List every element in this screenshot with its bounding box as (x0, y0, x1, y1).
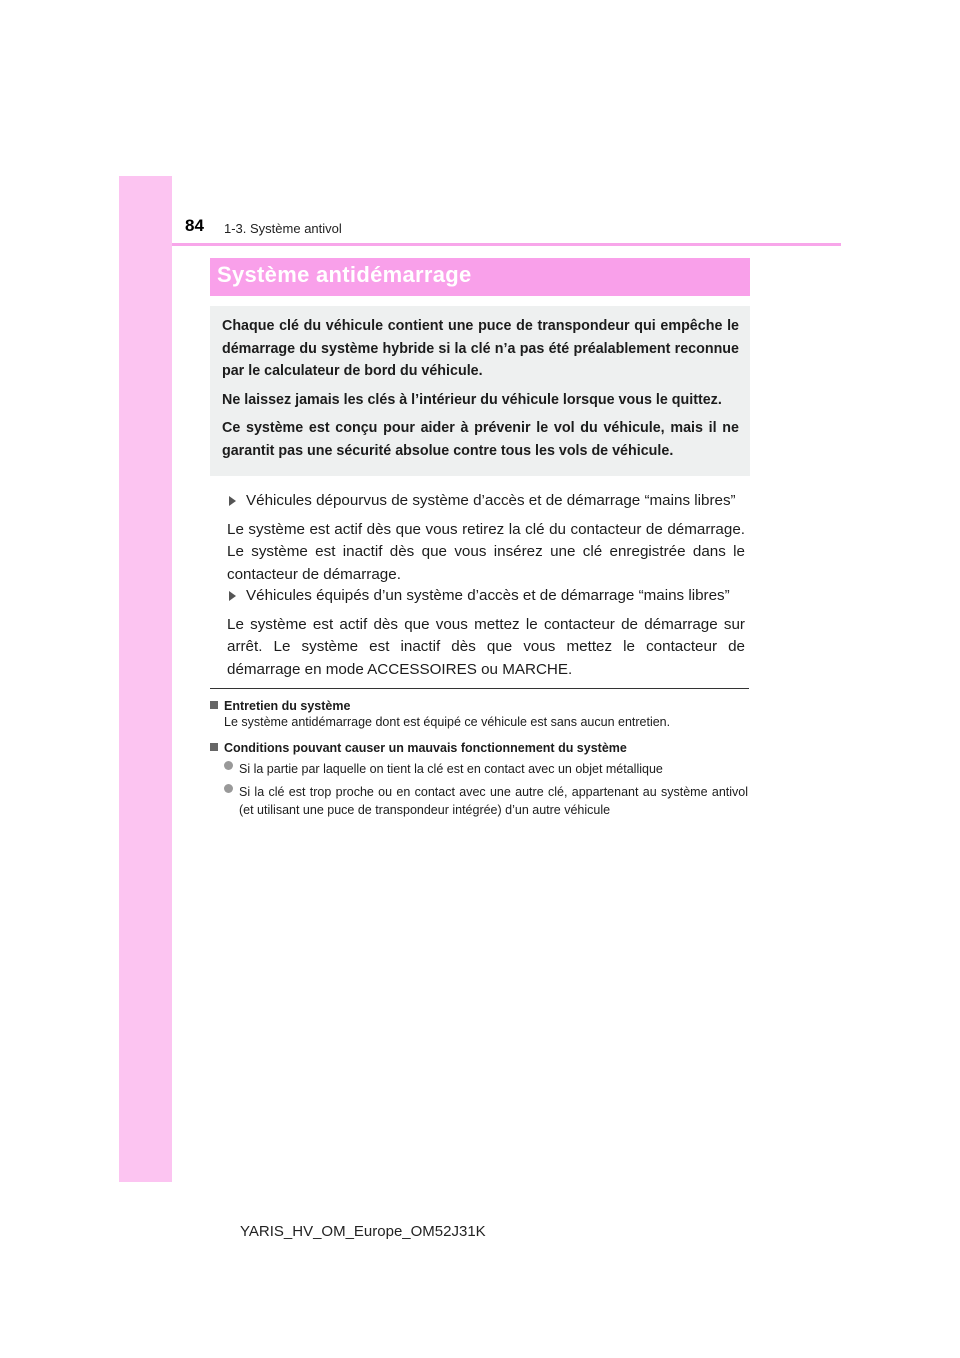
summary-paragraph: Ce système est conçu pour aider à prévenir le vol du véhicule, mais il ne garantit pas une sécurité absolue contre tous les vols de véhicule. (222, 420, 739, 459)
note-heading-text: Entretien du système (224, 699, 351, 713)
subsection-body: Le système est actif dès que vous retirez la clé du contacteur de démarrage. Le système est inactif dès que vous insérez une clé enregistrée dans le contacteur de démarrage. (227, 520, 745, 583)
note-heading-text: Conditions pouvant causer un mauvais fonctionnement du système (224, 741, 627, 755)
triangle-bullet-icon (229, 591, 236, 601)
section-label: 1-3. Système antivol (224, 221, 342, 236)
notes-divider (210, 688, 749, 689)
subsection-heading (227, 490, 745, 513)
summary-box (210, 306, 750, 476)
section-keyless-absent (227, 490, 745, 586)
square-bullet-icon (210, 743, 218, 751)
summary-paragraph: Chaque clé du véhicule contient une puce de transpondeur qui empêche le démarrage du système hybride si la clé n’a pas été préalablement reconnue par le calculateur de bord du véhicule. (222, 318, 739, 379)
subsection-heading-text: Véhicules équipés d’un système d’accès et de démarrage “mains libres” (246, 587, 730, 604)
note-maintenance (210, 699, 750, 731)
note-heading (210, 699, 750, 713)
subsection-heading-text: Véhicules dépourvus de système d’accès et de démarrage “mains libres” (246, 492, 736, 509)
side-tab-bar (119, 176, 172, 1182)
list-item (224, 783, 748, 819)
section-keyless-present (227, 585, 745, 681)
note-heading (210, 741, 750, 755)
page-number: 84 (185, 216, 204, 235)
circle-bullet-icon (224, 784, 233, 793)
circle-bullet-icon (224, 761, 233, 770)
list-item (224, 760, 750, 778)
square-bullet-icon (210, 701, 218, 709)
subsection-body: Le système est actif dès que vous mettez le contacteur de démarrage sur arrêt. Le système est inactif dès que vous mettez le contacteur de démarrage en mode ACCESSOIRES ou MARCHE. (227, 615, 745, 678)
document-footer: YARIS_HV_OM_Europe_OM52J31K (240, 1223, 486, 1240)
list-item-text: Si la partie par laquelle on tient la clé est en contact avec un objet métallique (239, 762, 663, 776)
note-body: Le système antidémarrage dont est équipé ce véhicule est sans aucun entretien. (224, 715, 671, 729)
summary-paragraph: Ne laissez jamais les clés à l’intérieur du véhicule lorsque vous le quittez. (222, 391, 722, 408)
subsection-heading (227, 585, 745, 608)
list-item-text: Si la clé est trop proche ou en contact avec une autre clé, appartenant au système antivol (et utilisant une puce de transpondeur intégrée) d’un autre véhicule (239, 785, 748, 817)
page-title: Système antidémarrage (217, 262, 472, 287)
header-rule (172, 243, 841, 246)
note-malfunction (210, 741, 750, 819)
triangle-bullet-icon (229, 496, 236, 506)
